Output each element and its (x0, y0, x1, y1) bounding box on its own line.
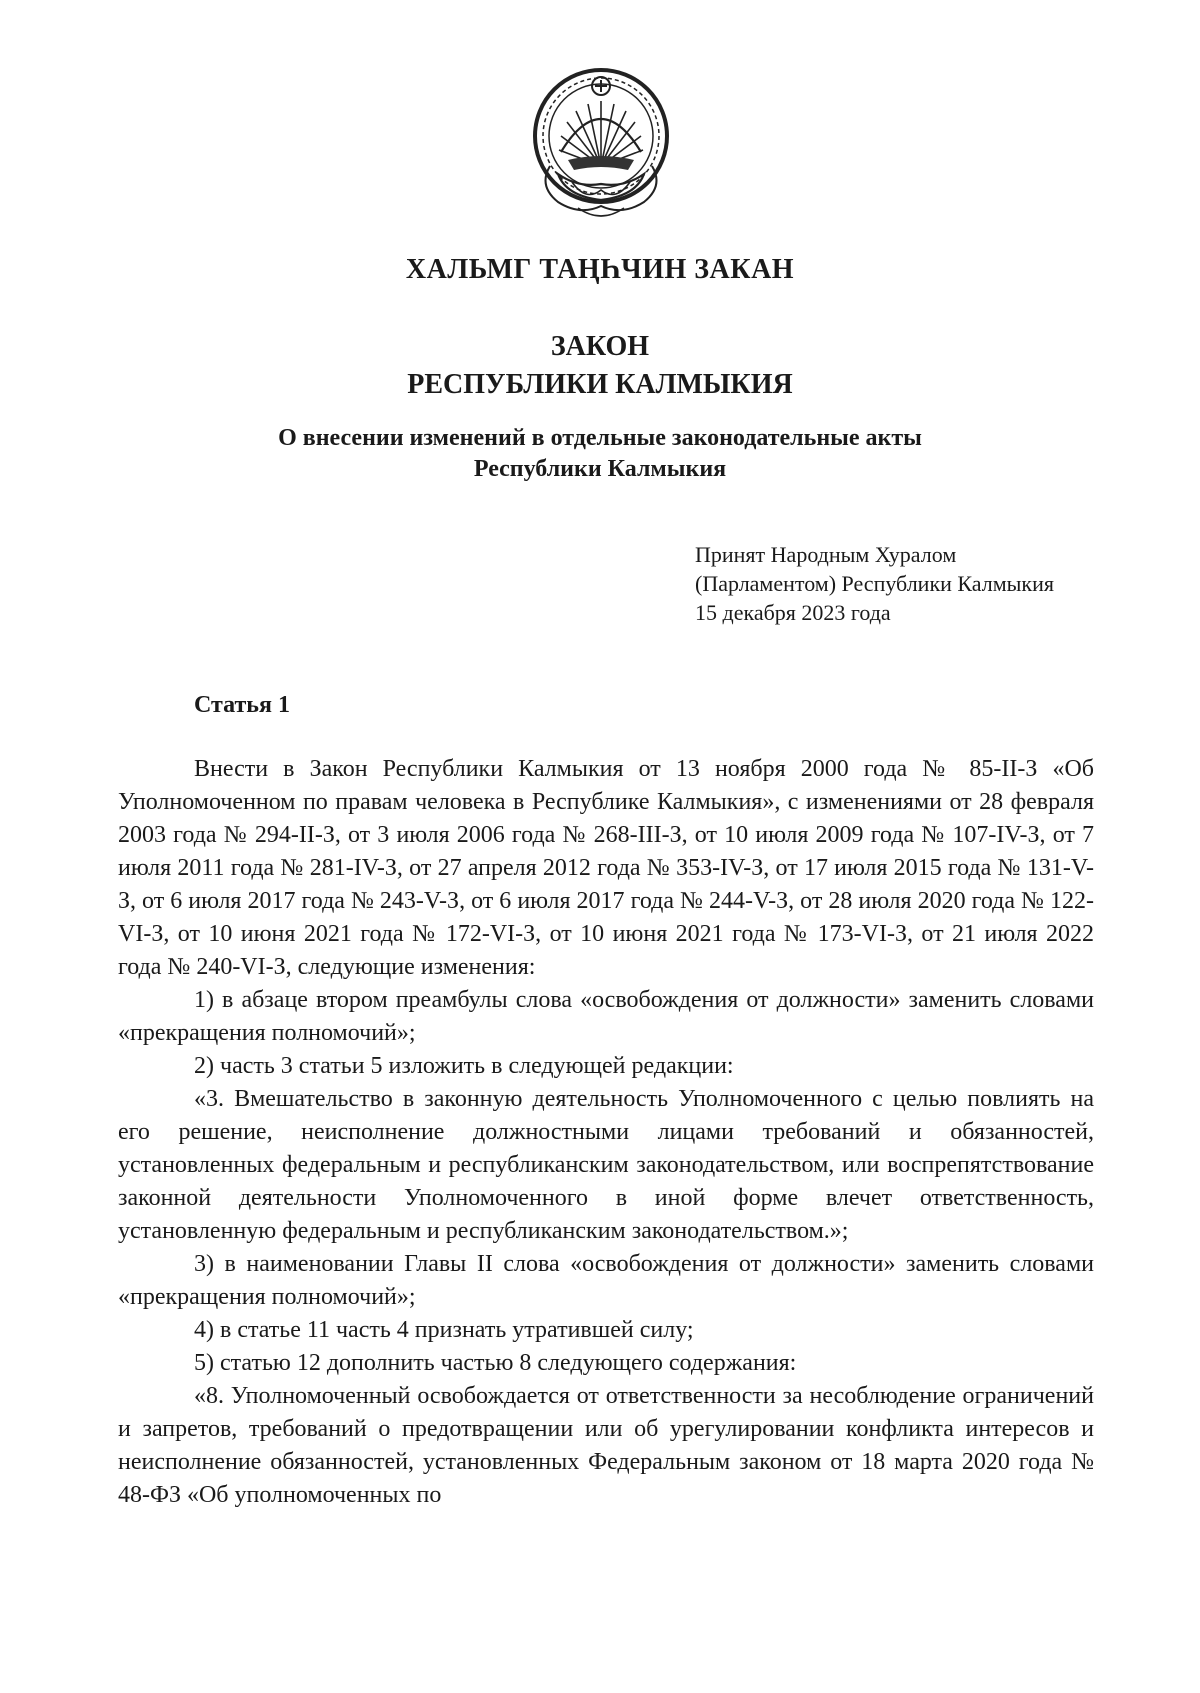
title-kalmyk: ХАЛЬМГ ТАҢҺЧИН ЗАКАН (405, 254, 795, 285)
paragraph: 1) в абзаце втором преамбулы слова «освобождения от должности» заменить словами «прекращения полномочий»; (118, 987, 1094, 1046)
law-subject-line1: О внесении изменений в отдельные законодательные акты (278, 425, 922, 451)
article-heading: Статья 1 (194, 692, 290, 718)
paragraph: 5) статью 12 дополнить частью 8 следующего содержания: (194, 1350, 797, 1376)
kalmykia-emblem (528, 56, 674, 228)
law-subject (0, 423, 1200, 485)
law-subject-line2: Республики Калмыкия (473, 456, 727, 482)
paragraph: 3) в наименовании Главы II слова «освобождения от должности» заменить словами «прекращения полномочий»; (118, 1251, 1094, 1310)
adoption-line3: 15 декабря 2023 года (695, 600, 891, 625)
paragraph: «8. Уполномоченный освобождается от ответственности за несоблюдение ограничений и запретов, требований о предотвращении или об урегулировании конфликта интересов и неисполнение обязанностей, установленных Федеральным законом от 18 марта 2020 года № 48-ФЗ «Об уполномоченных по (118, 1383, 1094, 1508)
adoption-line1: Принят Народным Хуралом (695, 542, 957, 567)
adoption-note (695, 540, 1054, 627)
law-title-line2: РЕСПУБЛИКИ КАЛМЫКИЯ (407, 369, 793, 400)
law-title (0, 328, 1200, 404)
paragraph: «3. Вмешательство в законную деятельность Уполномоченного с целью повлиять на его решение, неисполнение должностными лицами требований и обязанностей, установленных федеральным и республиканским законодательством, или воспрепятствование законной деятельности Уполномоченного в иной форме влечет ответственность, установленную федеральным и республиканским законодательством.»; (118, 1086, 1094, 1244)
paragraph: 2) часть 3 статьи 5 изложить в следующей редакции: (194, 1053, 734, 1079)
adoption-line2: (Парламентом) Республики Калмыкия (695, 571, 1055, 596)
article-body (118, 753, 1094, 1512)
paragraph: 4) в статье 11 часть 4 признать утратившей силу; (194, 1317, 694, 1343)
law-title-line1: ЗАКОН (550, 331, 650, 362)
paragraph: Внести в Закон Республики Калмыкия от 13 ноября 2000 года № 85-II-З «Об Уполномоченном по правам человека в Республике Калмыкия», с изменениями от 28 февраля 2003 года № 294-II-З, от 3 июля 2006 года № 268-III-З, от 10 июля 2009 года № 107-IV-З, от 7 июля 2011 года № 281-IV-З, от 27 апреля 2012 года № 353-IV-З, от 17 июля 2015 года № 131-V-З, от 6 июля 2017 года № 243-V-З, от 6 июля 2017 года № 244-V-З, от 28 июля 2020 года № 122-VI-З, от 10 июня 2021 года № 172-VI-З, от 10 июня 2021 года № 173-VI-З, от 21 июля 2022 года № 240-VI-З, следующие изменения: (118, 756, 1094, 980)
